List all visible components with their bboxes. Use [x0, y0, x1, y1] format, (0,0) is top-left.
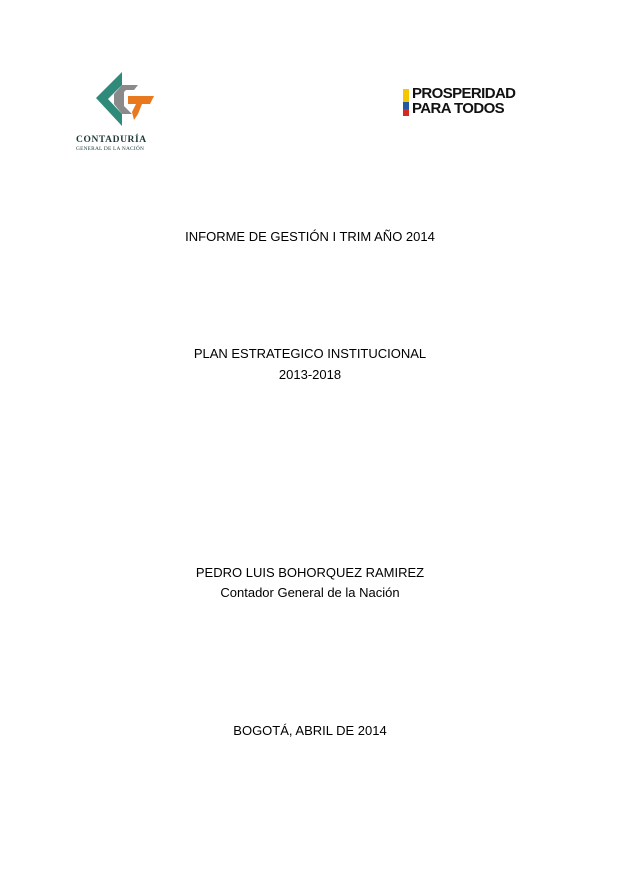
contaduria-emblem-icon	[88, 70, 158, 134]
contaduria-name: CONTADURÍA	[76, 135, 147, 145]
place-date: BOGOTÁ, ABRIL DE 2014	[233, 723, 387, 738]
prosperidad-line1: PROSPERIDAD	[412, 85, 516, 102]
colombia-flag-icon	[403, 89, 409, 116]
author-name: PEDRO LUIS BOHORQUEZ RAMIREZ	[195, 565, 425, 580]
prosperidad-logo	[403, 85, 528, 120]
plan-period: 2013-2018	[278, 367, 342, 382]
contaduria-subtitle: GENERAL DE LA NACIÓN	[76, 146, 145, 152]
report-title: INFORME DE GESTIÓN I TRIM AÑO 2014	[185, 229, 435, 244]
contaduria-logo	[76, 70, 164, 154]
prosperidad-line2: PARA TODOS	[412, 99, 505, 117]
author-role: Contador General de la Nación	[220, 585, 400, 600]
plan-title: PLAN ESTRATEGICO INSTITUCIONAL	[193, 346, 427, 361]
